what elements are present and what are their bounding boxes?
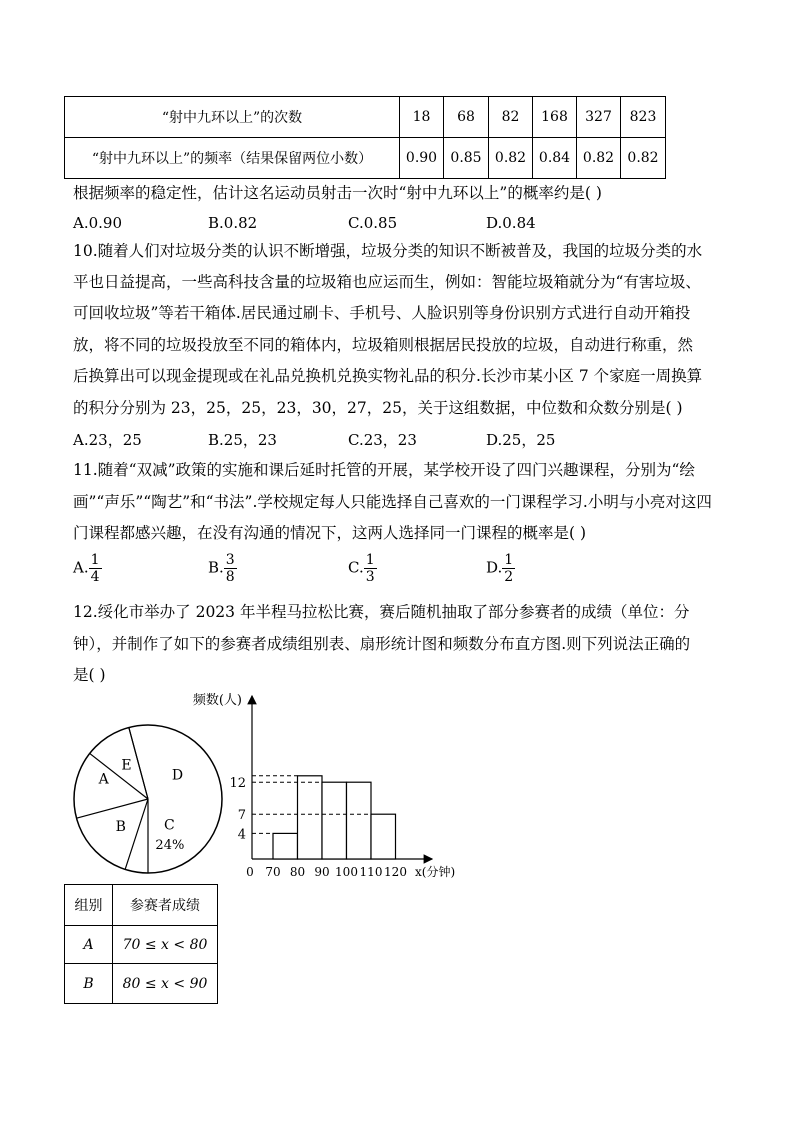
q9-option-a: A.0.90 [73,214,122,232]
q9-option-d: D.0.84 [486,214,536,232]
x-tick-label: 0 [246,865,254,879]
pie-label-c: C [164,817,175,834]
y-axis-label: 频数(人) [192,693,242,708]
pie-label-a: A [98,771,109,788]
q10-option-c: C.23，23 [348,431,417,449]
histogram-bar [347,782,372,859]
y-tick-label: 7 [237,808,246,824]
q10-option-d: D.25，25 [486,431,556,449]
pie-label-e: E [121,757,132,774]
x-tick-label: 90 [314,865,330,879]
table-row [65,964,218,1004]
table-cell: 0.85 [444,138,489,179]
table-cell: 68 [444,97,489,138]
table-cell: “射中九环以上”的次数 [65,97,400,138]
histogram-bar [322,782,347,859]
q10-line: 放，将不同的垃圾投放至不同的箱体内，垃圾箱则根据居民投放的垃圾，自动进行称重，然 [73,336,694,354]
q11-option-b: B. $\frac{3}{8}$ [208,552,235,585]
q11-line: 画”“声乐”“陶艺”和“书法”.学校规定每人只能选择自己喜欢的一门课程学习.小明与小亮对这四 [73,493,712,511]
fraction: $\frac{1}{4}$ [90,552,100,585]
table-row [65,97,666,138]
q10-option-a: A.23，25 [73,431,142,449]
fraction: $\frac{3}{8}$ [225,552,235,585]
q11-line: 11.随着“双减”政策的实施和课后延时托管的开展，某学校开设了四门兴趣课程，分别为“绘 [73,461,695,479]
q12-line: 12.绥化市举办了 2023 年半程马拉松比赛，赛后随机抽取了部分参赛者的成绩（单位：分 [73,603,690,621]
x-tick-label: 70 [265,865,281,879]
y-tick-label: 12 [229,776,246,792]
table-cell: 80 ≤ x < 90 [113,964,218,1004]
table-cell: 0.84 [533,138,577,179]
table-cell: A [65,926,113,964]
frequency-table [64,96,666,179]
table-cell: 168 [533,97,577,138]
histogram-bar [371,814,396,859]
histogram-bar [298,776,323,859]
q9-option-b: B.0.82 [208,214,258,232]
q10-line: 可回收垃圾”等若干箱体.居民通过刷卡、手机号、人脸识别等身份识别方式进行自动开箱投 [73,304,691,322]
table-row [65,138,666,179]
table-cell: 18 [400,97,444,138]
q9-option-c: C.0.85 [348,214,398,232]
q10-line: 后换算出可以现金提现或在礼品兑换机兑换实物礼品的积分.长沙市某小区 7 个家庭一周换算 [73,367,703,385]
table-header: 组别 [65,885,113,926]
q10-option-b: B.25，23 [208,431,277,449]
q12-line: 是( ) [73,666,106,684]
pie-label-d: D [171,767,184,784]
table-header: 参赛者成绩 [113,885,218,926]
histogram-marks [193,692,455,879]
table-cell: 327 [577,97,621,138]
table-cell: 0.82 [489,138,533,179]
q12-line: 钟），并制作了如下的参赛者成绩组别表、扇形统计图和频数分布直方图.则下列说法正确的 [73,635,691,653]
table-cell: 82 [489,97,533,138]
q10-line: 的积分分别为 23，25，25，23，30，27，25，关于这组数据，中位数和众数分别是( ) [73,399,683,417]
group-table [64,884,218,1004]
table-cell: 0.82 [621,138,666,179]
q11-option-c: C. $\frac{1}{3}$ [348,552,375,585]
table-cell: B [65,964,113,1004]
q11-option-a: A. $\frac{1}{4}$ [73,552,100,585]
table-row [65,926,218,964]
q10-line: 平也日益提高，一些高科技含量的垃圾箱也应运而生，例如：智能垃圾箱就分为“有害垃圾、 [73,273,701,291]
table-cell: “射中九环以上”的频率（结果保留两位小数） [65,138,400,179]
table-cell: 823 [621,97,666,138]
x-tick-label: 100 [335,865,358,879]
x-tick-label: 110 [359,865,383,879]
x-tick-label: 120 [384,865,407,879]
q9-stem: 根据频率的稳定性，估计这名运动员射击一次时“射中九环以上”的概率约是( ) [73,184,602,202]
x-axis-label: x(分钟) [415,865,456,879]
q10-line: 10.随着人们对垃圾分类的认识不断增强，垃圾分类的知识不断被普及，我国的垃圾分类的水 [73,242,703,260]
fraction: $\frac{1}{3}$ [365,552,375,585]
table-cell: 70 ≤ x < 80 [113,926,218,964]
table-cell: 0.90 [400,138,444,179]
pie-percent-label: 24% [155,838,185,854]
histogram-bar [273,833,298,859]
histogram [180,688,480,888]
q11-line: 门课程都感兴趣，在没有沟通的情况下，这两人选择同一门课程的概率是( ) [73,524,587,542]
pie-label-b: B [115,819,126,836]
q11-option-d: D. $\frac{1}{2}$ [486,552,514,585]
x-tick-label: 80 [289,865,306,879]
table-row [65,885,218,926]
y-tick-label: 4 [237,827,246,843]
fraction: $\frac{1}{2}$ [504,552,514,585]
table-cell: 0.82 [577,138,621,179]
